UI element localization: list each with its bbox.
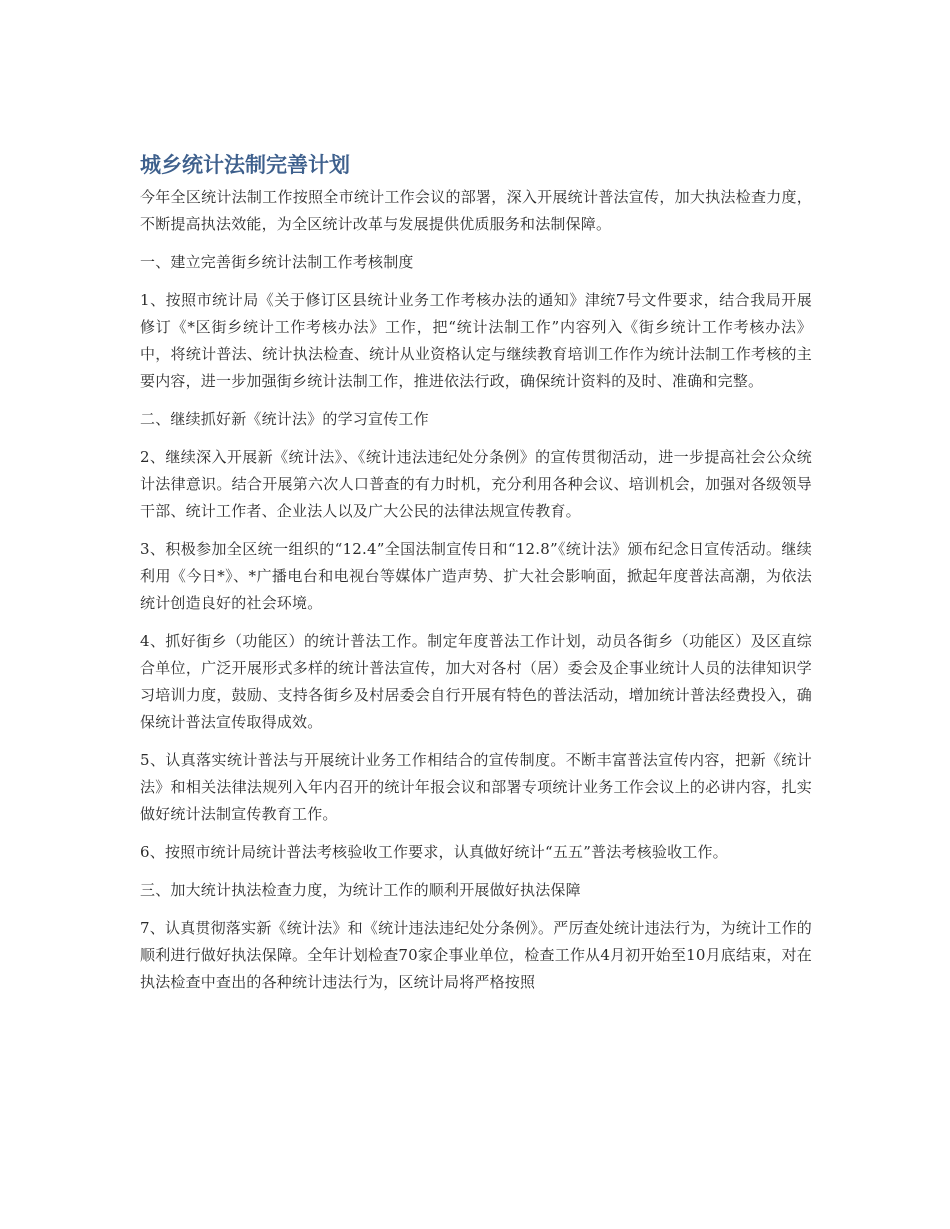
paragraph-1: 1、按照市统计局《关于修订区县统计业务工作考核办法的通知》津统7号文件要求，结合我局开展修订《*区街乡统计工作考核办法》工作，把“统计法制工作”内容列入《街乡统计工作考核办法》中，将统计普法、统计执法检查、统计从业资格认定与继续教育培训工作作为统计法制工作考核的主要内容，进一步加强街乡统计法制工作，推进依法行政，确保统计资料的及时、准确和完整。 (140, 291, 812, 390)
paragraph-3: 3、积极参加全区统一组织的“12.4”全国法制宣传日和“12.8”《统计法》颁布纪念日宣传活动。继续利用《今日*》、*广播电台和电视台等媒体广造声势、扩大社会影响面，掀起年度普法高潮，为依法统计创造良好的社会环境。 (140, 540, 812, 612)
paragraph-7: 7、认真贯彻落实新《统计法》和《统计违法违纪处分条例》。严厉查处统计违法行为，为统计工作的顺利进行做好执法保障。全年计划检查70家企事业单位，检查工作从4月初开始至10月底结束，对在执法检查中查出的各种统计违法行为，区统计局将严格按照 (140, 919, 812, 991)
paragraph-5: 5、认真落实统计普法与开展统计业务工作相结合的宣传制度。不断丰富普法宣传内容，把新《统计法》和相关法律法规列入年内召开的统计年报会议和部署专项统计业务工作会议上的必讲内容，扎实做好统计法制宣传教育工作。 (140, 751, 812, 823)
intro-paragraph: 今年全区统计法制工作按照全市统计工作会议的部署，深入开展统计普法宣传，加大执法检查力度，不断提高执法效能，为全区统计改革与发展提供优质服务和法制保障。 (140, 188, 812, 233)
section-heading-2: 二、继续抓好新《统计法》的学习宣传工作 (140, 410, 429, 428)
section-heading-3: 三、加大统计执法检查力度，为统计工作的顺利开展做好执法保障 (140, 881, 581, 899)
paragraph-4: 4、抓好街乡（功能区）的统计普法工作。制定年度普法工作计划，动员各街乡（功能区）及区直综合单位，广泛开展形式多样的统计普法宣传，加大对各村（居）委会及企事业统计人员的法律知识学习培训力度，鼓励、支持各街乡及村居委会自行开展有特色的普法活动，增加统计普法经费投入，确保统计普法宣传取得成效。 (140, 632, 812, 731)
paragraph-6: 6、按照市统计局统计普法考核验收工作要求，认真做好统计“五五”普法考核验收工作。 (140, 843, 728, 861)
section-heading-1: 一、建立完善街乡统计法制工作考核制度 (140, 253, 414, 271)
document-title: 城乡统计法制完善计划 (140, 153, 350, 177)
document-page (140, 150, 812, 1007)
paragraph-2: 2、继续深入开展新《统计法》、《统计违法违纪处分条例》的宣传贯彻活动，进一步提高社会公众统计法律意识。结合开展第六次人口普查的有力时机，充分利用各种会议、培训机会，加强对各级领导干部、统计工作者、企业法人以及广大公民的法律法规宣传教育。 (140, 448, 812, 520)
